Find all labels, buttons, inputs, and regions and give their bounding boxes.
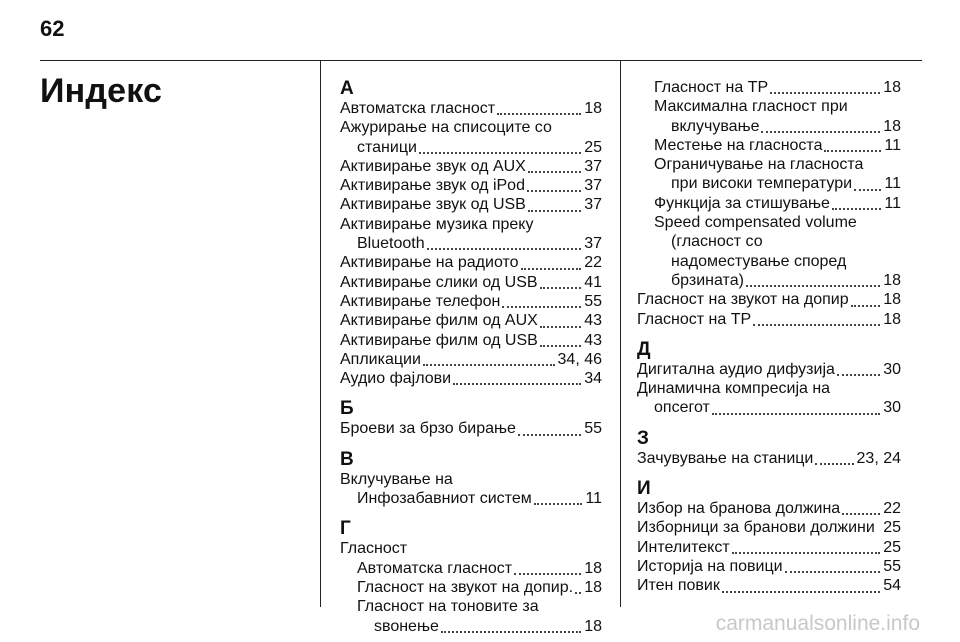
index-letter-heading: И bbox=[637, 478, 651, 500]
index-entry bbox=[340, 292, 602, 311]
index-entry bbox=[340, 369, 602, 388]
index-entry bbox=[637, 360, 901, 379]
dot-leader bbox=[528, 208, 581, 212]
dot-leader bbox=[746, 283, 880, 287]
page-reference: 43 bbox=[584, 331, 602, 349]
index-letter-heading: Б bbox=[340, 398, 354, 420]
index-entry bbox=[637, 194, 901, 213]
index-entry-text: Активирање телефон bbox=[340, 292, 501, 310]
index-entry bbox=[637, 290, 901, 309]
page-reference: 37 bbox=[584, 196, 602, 214]
index-letter-heading: В bbox=[340, 448, 354, 470]
dot-leader bbox=[441, 629, 581, 633]
index-entry bbox=[637, 97, 901, 136]
dot-leader bbox=[514, 571, 581, 575]
index-entry-text: Вклучување на bbox=[340, 470, 453, 488]
page-reference: 18 bbox=[883, 310, 901, 328]
index-entry-text: Активирање звук од AUX bbox=[340, 157, 526, 175]
index-entry bbox=[637, 557, 901, 576]
index-entry-text: Активирање звук од iPod bbox=[340, 177, 525, 195]
index-entry bbox=[340, 99, 602, 118]
page-reference: 23, 24 bbox=[856, 449, 901, 467]
page-reference: 18 bbox=[584, 559, 602, 577]
index-entry-text: Активирање филм од AUX bbox=[340, 312, 538, 330]
index-column-1 bbox=[340, 78, 602, 636]
page-reference: 34 bbox=[584, 370, 602, 388]
index-entry bbox=[637, 155, 901, 194]
dot-leader bbox=[837, 372, 880, 376]
index-entry bbox=[637, 538, 901, 557]
index-entry-text: Дигитална аудио дифузија bbox=[637, 360, 835, 378]
page-reference: 11 bbox=[884, 175, 901, 193]
index-entry-text: Местење на гласноста bbox=[654, 136, 823, 154]
page-reference: 18 bbox=[883, 271, 901, 289]
dot-leader bbox=[832, 206, 881, 210]
dot-leader bbox=[540, 324, 581, 328]
dot-leader bbox=[502, 304, 581, 308]
page-reference: 11 bbox=[884, 194, 901, 212]
index-entry bbox=[637, 449, 901, 468]
dot-leader bbox=[540, 343, 581, 347]
dot-leader bbox=[534, 501, 582, 505]
index-entry bbox=[637, 136, 901, 155]
index-entry-text: Гласност на TP bbox=[637, 310, 752, 328]
index-entry-text: Гласност на звукот на допир bbox=[637, 291, 849, 309]
dot-leader bbox=[518, 432, 581, 436]
index-entry-text: Гласност на тоновите за bbox=[357, 598, 539, 616]
page-reference: 18 bbox=[584, 100, 602, 117]
dot-leader bbox=[815, 461, 854, 465]
index-entry-text: Динамична компресија на bbox=[637, 380, 831, 398]
page-reference: 55 bbox=[883, 557, 901, 575]
index-entry bbox=[340, 157, 602, 176]
index-letter-heading: Г bbox=[340, 518, 351, 540]
index-entry bbox=[340, 273, 602, 292]
index-entry-text: Bluetooth bbox=[357, 235, 425, 253]
index-entry bbox=[340, 470, 602, 509]
index-entry bbox=[340, 559, 602, 578]
dot-leader bbox=[785, 569, 880, 573]
index-entry-text: Гласност bbox=[340, 540, 408, 558]
dot-leader bbox=[854, 187, 881, 191]
page-reference: 34, 46 bbox=[557, 350, 602, 368]
index-entry bbox=[340, 195, 602, 214]
dot-leader bbox=[842, 511, 880, 515]
page-reference: 25 bbox=[883, 519, 901, 537]
index-entry bbox=[637, 310, 901, 329]
index-entry bbox=[340, 350, 602, 369]
index-entry-text: брзината) bbox=[671, 271, 744, 289]
index-entry-text: (гласност со bbox=[671, 233, 763, 251]
dot-leader bbox=[732, 550, 880, 554]
dot-leader bbox=[528, 169, 581, 173]
index-entry-text: Гласност на TP bbox=[654, 79, 769, 96]
page-reference: 18 bbox=[883, 117, 901, 135]
dot-leader bbox=[761, 129, 880, 133]
index-entry-text: Функција за стишување bbox=[654, 194, 830, 212]
index-column-2 bbox=[637, 78, 901, 596]
header-rule bbox=[40, 60, 922, 61]
index-entry-text: Гласност на звукот на допир. bbox=[357, 578, 574, 596]
page-reference: 37 bbox=[584, 157, 602, 175]
index-entry bbox=[340, 419, 602, 438]
page-reference: 22 bbox=[584, 254, 602, 272]
page-reference: 54 bbox=[883, 577, 901, 595]
index-entry-text: Броеви за брзо бирање bbox=[340, 420, 516, 438]
page-reference: 18 bbox=[584, 578, 602, 596]
index-entry bbox=[340, 253, 602, 272]
page-reference: 30 bbox=[883, 360, 901, 378]
index-entry bbox=[340, 118, 602, 157]
index-entry-text: Интелитекст bbox=[637, 538, 730, 556]
page-reference: 18 bbox=[883, 79, 901, 96]
index-entry-text: Зачувување на станици bbox=[637, 449, 814, 467]
page-reference: 25 bbox=[883, 538, 901, 556]
index-entry bbox=[340, 176, 602, 195]
dot-leader bbox=[824, 148, 881, 152]
column-divider-left bbox=[320, 61, 321, 607]
page-reference: 25 bbox=[584, 138, 602, 156]
dot-leader bbox=[753, 322, 880, 326]
index-entry bbox=[637, 78, 901, 97]
page-reference: 55 bbox=[584, 292, 602, 310]
index-entry bbox=[637, 518, 901, 537]
index-entry-text: Изборници за бранови должини bbox=[637, 519, 875, 537]
dot-leader bbox=[851, 303, 880, 307]
index-entry-text: Speed compensated volume bbox=[654, 214, 857, 232]
index-entry-text: Активирање филм од USB bbox=[340, 331, 538, 349]
index-entry-text: Историја на повици bbox=[637, 557, 783, 575]
index-entry bbox=[340, 215, 602, 254]
page-reference: 18 bbox=[584, 617, 602, 635]
index-entry bbox=[340, 578, 602, 597]
index-entry-text: при високи температури bbox=[671, 175, 853, 193]
page-reference: 18 bbox=[883, 291, 901, 309]
index-entry-text: опсегот bbox=[654, 399, 710, 417]
index-entry-text: Аудио фајлови bbox=[340, 370, 452, 388]
index-entry-text: Автоматска гласност bbox=[357, 559, 513, 577]
dot-leader bbox=[712, 411, 880, 415]
page-number: 62 bbox=[40, 16, 65, 41]
index-entry bbox=[340, 331, 602, 350]
page-reference: 41 bbox=[584, 273, 602, 291]
index-entry-text: Активирање звук од USB bbox=[340, 196, 526, 214]
index-letter-heading: З bbox=[637, 427, 649, 449]
page-reference: 43 bbox=[584, 312, 602, 330]
index-entry-text: надоместување според bbox=[671, 252, 847, 270]
page-reference: 11 bbox=[884, 136, 901, 154]
index-entry-text: станици bbox=[357, 138, 417, 156]
dot-leader bbox=[540, 285, 581, 289]
page-reference: 30 bbox=[883, 399, 901, 417]
index-entry bbox=[637, 379, 901, 418]
index-entry-text: вклучување bbox=[671, 117, 760, 135]
index-entry-text: Ажурирање на списоците со bbox=[340, 119, 552, 137]
index-entry-text: Максимална гласност при bbox=[654, 98, 848, 116]
dot-leader bbox=[423, 362, 555, 366]
index-entry-text: ѕвонење bbox=[374, 617, 439, 635]
dot-leader bbox=[575, 590, 581, 594]
index-letter-heading: А bbox=[340, 78, 354, 99]
index-entry bbox=[637, 499, 901, 518]
page-title: Индекс bbox=[40, 72, 163, 110]
dot-leader bbox=[770, 90, 880, 94]
index-entry bbox=[340, 311, 602, 330]
dot-leader bbox=[497, 111, 581, 115]
index-entry-text: Избор на бранова должина bbox=[637, 500, 841, 518]
index-entry-text: Активирање музика преку bbox=[340, 215, 534, 233]
dot-leader bbox=[527, 188, 581, 192]
index-entry-text: Ограничување на гласноста bbox=[654, 156, 864, 174]
index-entry-text: Активирање на радиото bbox=[340, 254, 519, 272]
dot-leader bbox=[427, 246, 581, 250]
index-entry bbox=[340, 597, 602, 636]
index-entry bbox=[340, 539, 602, 558]
dot-leader bbox=[419, 150, 581, 154]
dot-leader bbox=[521, 266, 581, 270]
index-entry-text: Инфозабавниот систем bbox=[357, 490, 532, 508]
page-reference: 37 bbox=[584, 177, 602, 195]
page-reference: 37 bbox=[584, 235, 602, 253]
watermark: carmanualsonline.info bbox=[715, 612, 920, 635]
page-reference: 11 bbox=[585, 490, 602, 508]
dot-leader bbox=[722, 589, 880, 593]
index-entry-text: Итен повик bbox=[637, 577, 720, 595]
index-entry-text: Автоматска гласност bbox=[340, 100, 496, 117]
index-entry bbox=[637, 213, 901, 290]
index-letter-heading: Д bbox=[637, 338, 651, 360]
dot-leader bbox=[453, 381, 581, 385]
page-reference: 55 bbox=[584, 420, 602, 438]
page-reference: 22 bbox=[883, 500, 901, 518]
index-entry-text: Активирање слики од USB bbox=[340, 273, 538, 291]
index-entry bbox=[637, 576, 901, 595]
column-divider-right bbox=[620, 61, 621, 607]
index-entry-text: Апликации bbox=[340, 350, 421, 368]
